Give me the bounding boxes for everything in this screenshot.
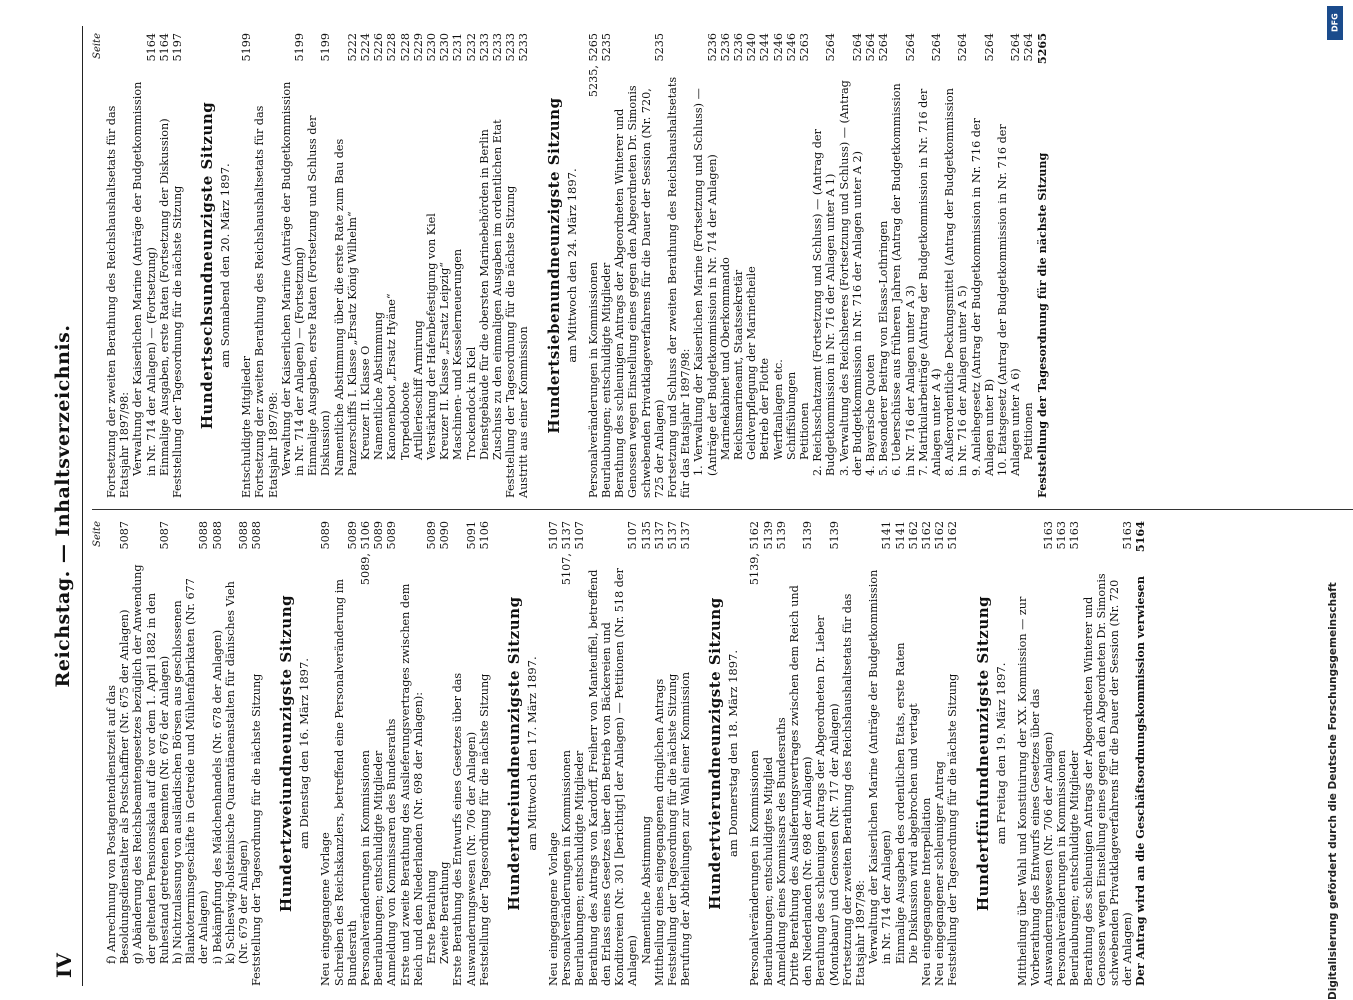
entry-label: Zuschuss zu den einmaligen Ausgaben im ordentlichen Etat bbox=[491, 119, 505, 460]
seite-label: Seite bbox=[92, 33, 103, 59]
toc-entry bbox=[907, 521, 920, 986]
entry-label: Personalveränderungen in Kommissionen bbox=[560, 750, 574, 986]
toc-entry bbox=[1134, 521, 1147, 986]
entry-label: 3. Verwaltung des Reichsheeres (Fortsetzung und Schluss) — (Antrag der Budgetkommission in Nr. 716 der Anlagen unter A 2) bbox=[837, 80, 864, 476]
side-credit bbox=[1325, 0, 1347, 1000]
session-date: am Dienstag den 16. März 1897. bbox=[297, 658, 312, 849]
entry-label: Feststellung der Tagesordnung für die nächste Sitzung bbox=[477, 673, 491, 986]
entry-page: 5089, 5106 bbox=[359, 521, 373, 586]
toc-entry bbox=[666, 33, 692, 498]
entry-label: Einmalige Ausgaben des ordentlichen Etats, erste Raten bbox=[893, 642, 907, 964]
toc-entry bbox=[841, 521, 867, 986]
entry-page: 5224 bbox=[359, 33, 373, 62]
toc-entry bbox=[762, 521, 775, 986]
entry-page: 5264 bbox=[1009, 33, 1023, 62]
toc-entry bbox=[758, 33, 771, 498]
toc-entry bbox=[425, 33, 438, 498]
toc-entry bbox=[211, 521, 224, 986]
toc-entry bbox=[171, 521, 211, 986]
entry-label: Feststellung der Tagesordnung für die nächste Sitzung bbox=[946, 673, 960, 986]
entry-label: i) Bekämpfung des Mädchenhandels (Nr. 678 der Anlagen) bbox=[210, 629, 224, 964]
entry-page: 5089 bbox=[385, 521, 399, 550]
toc-entry bbox=[372, 33, 385, 498]
entry-label: Dritte Berathung des Auslieferungsvertrages zwischen dem Reich und den Niederlanden (Nr. 698 der Anlagen) bbox=[787, 585, 815, 986]
entry-page: 5264 bbox=[850, 33, 864, 62]
entry-label: 8. Außerordentliche Deckungsmittel (Antrag der Budgetkommission in Nr. 716 der Anlagen unter A 5) bbox=[943, 88, 970, 476]
entry-page: 5199 bbox=[240, 33, 254, 62]
entry-label: Beurlaubungen; entschuldigtes Mitglied bbox=[761, 757, 775, 986]
entry-label: Mittheilung eines eingegangenen dringlichen Antrags bbox=[652, 678, 666, 986]
toc-entry bbox=[838, 33, 864, 498]
toc-entry bbox=[600, 33, 613, 498]
entry-page: 5246 bbox=[784, 33, 798, 62]
entry-label: Maschinen- und Kesselerneuerungen bbox=[451, 248, 465, 460]
entry-label: Fortsetzung der zweiten Berathung des Reichshaushaltsetats für das Etatsjahr 1897/98: bbox=[253, 105, 280, 498]
seite-label: Seite bbox=[92, 521, 103, 547]
toc-entry bbox=[504, 33, 517, 498]
toc-entry bbox=[1022, 33, 1035, 498]
entry-label: f) Anrechnung von Postagentendienstzeit auf das Besoldungsdienstalter als Postschaffner (Nr. 675 der Anlagen) bbox=[105, 609, 132, 964]
toc-entry bbox=[131, 521, 171, 986]
entry-label: Personalveränderungen in Kommissionen bbox=[359, 750, 373, 986]
toc-entry bbox=[943, 33, 969, 498]
toc-entry bbox=[745, 33, 758, 498]
entry-label: Einmalige Ausgaben, erste Raten (Fortsetzung der Diskussion) bbox=[157, 118, 171, 476]
entry-label: Petitionen bbox=[797, 402, 811, 460]
entry-page: 5164 bbox=[157, 33, 171, 62]
entry-label: Werftanlagen etc. bbox=[771, 359, 785, 460]
page-number: IV bbox=[52, 953, 76, 978]
session-date: am Freitag den 19. März 1897. bbox=[993, 662, 1008, 845]
document-page bbox=[48, 26, 1353, 986]
entry-page: 5264 bbox=[877, 33, 891, 62]
session-date: am Mittwoch den 17. März 1897. bbox=[525, 656, 540, 851]
entry-page: 5232 bbox=[464, 33, 478, 62]
toc-entry bbox=[811, 33, 837, 498]
entry-page: 5089 bbox=[372, 521, 386, 550]
toc-entry bbox=[587, 33, 600, 498]
toc-entry bbox=[933, 521, 946, 986]
entry-page: 5137 bbox=[665, 521, 679, 550]
entry-page: 5141 bbox=[893, 521, 907, 550]
toc-entry bbox=[692, 33, 718, 498]
entry-page: 5246 bbox=[771, 33, 785, 62]
entry-page: 5089 bbox=[319, 521, 333, 550]
entry-page: 5090 bbox=[438, 521, 452, 550]
entry-page: 5106 bbox=[477, 521, 491, 550]
entry-label: Verstärkung der Hafenbefestigung von Kiel bbox=[425, 213, 439, 460]
entry-page: 5235 bbox=[652, 33, 666, 62]
entry-page: 5089 bbox=[425, 521, 439, 550]
entry-page: 5264 bbox=[903, 33, 917, 62]
entry-label: Beurlaubungen; entschuldigte Mitglieder bbox=[1068, 750, 1082, 986]
entry-label: Erste und zweite Berathung des Auslieferungsvertrages zwischen dem Reich und den Niederlanden (Nr. 698 der Anlagen): bbox=[398, 583, 425, 986]
toc-entry bbox=[679, 521, 692, 986]
entry-label: h) Nichtzulassung von ausländischen Börsen aus geschlossenen Blankoterminsgeschäfte in Getreide und Mühlenfabrikaten (Nr. 677 der Anlagen) bbox=[171, 578, 211, 964]
dfg-logo: DFG bbox=[1327, 6, 1343, 40]
entry-page: 5199 bbox=[319, 33, 333, 62]
entry-page: 5222 bbox=[345, 33, 359, 62]
entry-label: Trockendock in Kiel bbox=[464, 346, 478, 460]
entry-label: Geldverpflegung der Marinetheile bbox=[745, 266, 759, 460]
entry-label: Fortsetzung der zweiten Berathung des Reichshaushaltsetats für das Etatsjahr 1897/98: bbox=[105, 105, 132, 498]
entry-page: 5230 bbox=[425, 33, 439, 62]
entry-label: Erste Berathung des Entwurfs eines Gesetzes über das Auswanderungswesen (Nr. 706 der Anlagen) bbox=[451, 672, 478, 986]
toc-entry bbox=[920, 521, 933, 986]
session-title: Hundertsiebenundneunzigste Sitzung bbox=[544, 97, 563, 434]
entry-page: 5244 bbox=[758, 33, 772, 62]
entry-label: Kreuzer II. Klasse O bbox=[359, 345, 373, 460]
toc-entry bbox=[814, 521, 840, 986]
entry-page: 5087 bbox=[118, 521, 132, 550]
entry-page: 5264 bbox=[863, 33, 877, 62]
entry-label: Anmeldung eines Kommissars des Bundesraths bbox=[774, 717, 788, 986]
entry-label: Verwaltung der Kaiserlichen Marine (Anträge der Budgetkommission in Nr. 714 der Anlagen) — (Fortsetzung) bbox=[279, 81, 307, 476]
toc-entry bbox=[359, 521, 372, 986]
toc-entry bbox=[372, 521, 385, 986]
toc-entry bbox=[894, 521, 907, 986]
entry-page: 5107 bbox=[573, 521, 587, 550]
toc-entry bbox=[890, 33, 916, 498]
toc-entry bbox=[587, 521, 640, 986]
entry-page: 5235 bbox=[599, 33, 613, 62]
entry-page: 5162 bbox=[919, 521, 933, 550]
entry-page: 5087 bbox=[157, 521, 171, 550]
entry-page: 5229 bbox=[411, 33, 425, 62]
entry-page: 5233 bbox=[517, 33, 531, 62]
session-date: am Donnerstag den 18. März 1897. bbox=[726, 650, 741, 858]
entry-label: Zweite Berathung bbox=[438, 861, 452, 964]
entry-label: Dienstgebäude für die obersten Marinebehörden in Berlin bbox=[477, 129, 491, 460]
entry-label: Einmalige Ausgaben, erste Raten (Fortsetzung und Schluss der Diskussion) bbox=[306, 115, 333, 476]
entry-page: 5163 bbox=[1055, 521, 1069, 550]
entry-page: 5228 bbox=[398, 33, 412, 62]
entry-label: 5. Besonderer Beitrag von Elsass-Lothringen bbox=[877, 220, 891, 476]
entry-page: 5265 bbox=[1034, 33, 1049, 65]
column-divider bbox=[92, 509, 1353, 510]
entry-label: Torpedoboote bbox=[398, 381, 412, 460]
entry-label: 2. Reichsschatzamt (Fortsetzung und Schluss) — (Antrag der Budgetkommission in Nr. 716 der Anlagen unter A 1) bbox=[811, 129, 838, 476]
toc-entry bbox=[772, 33, 785, 498]
toc-entry bbox=[425, 521, 438, 986]
entry-label: Berufung der Abtheilungen zur Wahl einer Kommission bbox=[679, 671, 693, 986]
toc-entry bbox=[996, 33, 1022, 498]
toc-entry bbox=[1068, 521, 1081, 986]
toc-entry bbox=[333, 521, 359, 986]
toc-entry bbox=[319, 521, 332, 986]
toc-entry bbox=[775, 521, 788, 986]
toc-entry bbox=[613, 33, 666, 498]
entry-label: Feststellung der Tagesordnung für die nächste Sitzung bbox=[1034, 152, 1049, 498]
entry-page: 5197 bbox=[171, 33, 185, 62]
page-header bbox=[48, 26, 83, 986]
toc-entry bbox=[451, 33, 464, 498]
entry-label: Feststellung der Tagesordnung für die nächste Sitzung bbox=[504, 185, 518, 498]
toc-entry bbox=[946, 521, 959, 986]
entry-page: 5164 bbox=[1133, 521, 1148, 553]
toc-entry bbox=[253, 33, 279, 498]
entry-label: Reichsmarineamt, Staatssekretär bbox=[731, 269, 745, 460]
entry-page: 5199 bbox=[293, 33, 307, 62]
entry-label: 9. Anleihegesetz (Antrag der Budgetkommission in Nr. 716 der Anlagen unter B) bbox=[969, 118, 996, 476]
entry-page: 5088 bbox=[210, 521, 224, 550]
entry-label: Namentliche Abstimmung über die erste Rate zum Bau des Panzerschiffs I. Klasse „Ersatz König Wilhelm“ bbox=[332, 138, 359, 476]
entry-label: Beurlaubungen; entschuldigte Mitglieder bbox=[372, 750, 386, 986]
toc-entry bbox=[385, 33, 398, 498]
toc-entry bbox=[798, 33, 811, 498]
entry-page: 5137 bbox=[679, 521, 693, 550]
entry-label: Petitionen bbox=[1022, 402, 1036, 460]
entry-label: 10. Etatsgesetz (Antrag der Budgetkommission in Nr. 716 der Anlagen unter A 6) bbox=[995, 124, 1023, 476]
toc-entry bbox=[732, 33, 745, 498]
entry-label: 7. Matrikularbeiträge (Antrag der Budgetkommission in Nr. 716 der Anlagen unter A 4) bbox=[916, 88, 943, 476]
toc-entry bbox=[517, 33, 530, 498]
entry-label: Personalveränderungen in Kommissionen bbox=[748, 750, 762, 986]
session-title: Hundertdreiundneunzigste Sitzung bbox=[505, 596, 524, 911]
toc-entry bbox=[399, 521, 425, 986]
toc-entry bbox=[970, 33, 996, 498]
entry-label: Schreiben des Reichskanzlers, betreffend eine Personalveränderung im Bundesrath bbox=[332, 579, 359, 986]
toc-entry bbox=[438, 33, 451, 498]
toc-entry bbox=[131, 33, 157, 498]
toc-entry bbox=[438, 521, 451, 986]
entry-page: 5233 bbox=[491, 33, 505, 62]
entry-page: 5163 bbox=[1121, 521, 1135, 550]
entry-page: 5107 bbox=[547, 521, 561, 550]
entry-label: 6. Ueberschüsse aus früheren Jahren (Antrag der Budgetkommission in Nr. 716 der Anlagen unter A 3) bbox=[890, 83, 917, 476]
entry-page: 5236 bbox=[731, 33, 745, 62]
toc-entry bbox=[478, 33, 491, 498]
toc-entry bbox=[785, 33, 798, 498]
entry-label: Kanonenboot „Ersatz Hyäne“ bbox=[385, 293, 399, 460]
toc-entry bbox=[1016, 521, 1056, 986]
toc-entry bbox=[573, 521, 586, 986]
entry-page: 5139 bbox=[774, 521, 788, 550]
entry-page: 5230 bbox=[438, 33, 452, 62]
toc-entry bbox=[451, 521, 477, 986]
entry-page: 5240 bbox=[745, 33, 759, 62]
entry-label: Betrieb der Flotte bbox=[758, 358, 772, 460]
entry-page: 5236 bbox=[705, 33, 719, 62]
entry-page: 5088 bbox=[237, 521, 251, 550]
toc-entry bbox=[917, 33, 943, 498]
entry-page: 5231 bbox=[451, 33, 465, 62]
left-column bbox=[92, 521, 1353, 986]
toc-entry bbox=[867, 521, 893, 986]
entry-page: 5162 bbox=[946, 521, 960, 550]
entry-page: 5264 bbox=[929, 33, 943, 62]
entry-label: Namentliche Abstimmung bbox=[639, 815, 653, 964]
entry-page: 5162 bbox=[906, 521, 920, 550]
entry-page: 5228 bbox=[385, 33, 399, 62]
entry-label: Neu eingegangene Vorlage bbox=[547, 832, 561, 986]
entry-label: Personalveränderungen in Kommissionen bbox=[1055, 750, 1069, 986]
entry-page: 5107, 5137 bbox=[560, 521, 574, 586]
entry-label: Berathung des schleunigen Antrags der Abgeordneten Dr. Lieber (Montabaur) und Genossen (Nr. 717 der Anlagen) bbox=[814, 615, 841, 986]
entry-label: Entschuldigte Mitglieder bbox=[240, 355, 254, 498]
page-title: Reichstag. — Inhaltsverzeichnis. bbox=[52, 324, 74, 688]
toc-entry bbox=[399, 33, 412, 498]
entry-label: Anmeldung von Kommissaren des Bundesraths bbox=[385, 718, 399, 986]
entry-page: 5162 bbox=[933, 521, 947, 550]
toc-entry bbox=[465, 33, 478, 498]
entry-page: 5139 bbox=[761, 521, 775, 550]
session-date: am Mittwoch den 24. März 1897. bbox=[564, 168, 579, 363]
toc-entry bbox=[280, 33, 306, 498]
entry-page: 5088 bbox=[250, 521, 264, 550]
entry-page: 5088 bbox=[197, 521, 211, 550]
entry-page: 5226 bbox=[372, 33, 386, 62]
toc-entry bbox=[1055, 521, 1068, 986]
entry-page: 5141 bbox=[880, 521, 894, 550]
entry-label: Neu eingegangener schleuniger Antrag bbox=[933, 761, 947, 986]
entry-label: Mittheilung über Wahl und Konstituirung der XX. Kommission — zur Vorberathung des Entwurfs eines Gesetzes über das Auswanderungswesen (Nr. 706 der Anlagen) bbox=[1015, 596, 1055, 986]
session-title: Hundertfünfundneunzigste Sitzung bbox=[973, 595, 992, 912]
toc-entry bbox=[158, 33, 171, 498]
entry-page: 5236 bbox=[718, 33, 732, 62]
toc-entry bbox=[478, 521, 491, 986]
entry-label: Der Antrag wird an die Geschäftsordnungskommission verwiesen bbox=[1133, 576, 1148, 986]
entry-label: Beurlaubungen; entschuldigte Mitglieder bbox=[599, 262, 613, 498]
entry-page: 5163 bbox=[1041, 521, 1055, 550]
toc-entry bbox=[640, 521, 653, 986]
toc-entry bbox=[864, 33, 877, 498]
entry-label: Feststellung der Tagesordnung für die nächste Sitzung bbox=[250, 673, 264, 986]
entry-label: Marinekabinet und Oberkommando bbox=[718, 257, 732, 460]
entry-label: Artillerieschiff Armirung bbox=[411, 320, 425, 460]
entry-label: Austritt aus einer Kommission bbox=[517, 326, 531, 498]
entry-page: 5264 bbox=[956, 33, 970, 62]
entry-page: 5164 bbox=[144, 33, 158, 62]
toc-entry bbox=[224, 521, 250, 986]
entry-label: 1. Verwaltung der Kaiserlichen Marine (Fortsetzung und Schluss) — (Anträge der Budgetkommission in Nr. 714 der Anlagen) bbox=[692, 88, 719, 476]
entry-page: 5264 bbox=[824, 33, 838, 62]
toc-entry bbox=[877, 33, 890, 498]
toc-entry bbox=[306, 33, 332, 498]
toc-entry bbox=[547, 521, 560, 986]
entry-page: 5139 bbox=[827, 521, 841, 550]
toc-entry bbox=[359, 33, 372, 498]
session-title: Hundertzweiundneunzigste Sitzung bbox=[277, 594, 296, 913]
entry-label: Die Diskussion wird abgebrochen und vertagt bbox=[906, 703, 920, 964]
toc-entry bbox=[560, 521, 573, 986]
toc-entry bbox=[333, 33, 359, 498]
session-title: Hundertsechsundneunzigste Sitzung bbox=[198, 101, 217, 430]
toc-entry bbox=[1082, 521, 1135, 986]
entry-label: Berathung des schleunigen Antrags der Abgeordneten Winterer und Genossen wegen Einstellung eines gegen den Abgeordneten Dr. Simonis schwebenden Privatklageverfahrens für die Dauer der Session (Nr. 720 der Anlagen) bbox=[1081, 573, 1135, 986]
entry-page: 5233 bbox=[504, 33, 518, 62]
entry-page: 5163 bbox=[1068, 521, 1082, 550]
entry-label: k) Schleswig-holsteinische Quarantäneanstalten für dänisches Vieh (Nr. 679 der Anlagen) bbox=[223, 581, 251, 964]
entry-label: Berathung des Antrags von Kardorff, Freiherr von Manteuffel, betreffend den Erlass eines Gesetzes über den Betrieb von Bäckereien und Konditoreien (Nr. 301 [berichtigt] der Anlagen) — Petitionen (Nr. 518 der Anlagen) bbox=[586, 568, 640, 986]
entry-label: Verwaltung der Kaiserlichen Marine (Anträge der Budgetkommission in Nr. 714 der Anlagen) bbox=[867, 569, 894, 964]
entry-page: 5091 bbox=[464, 521, 478, 550]
toc-entry bbox=[653, 521, 666, 986]
toc-entry bbox=[788, 521, 814, 986]
entry-page: 5235, 5265 bbox=[586, 33, 600, 98]
session-date: am Sonnabend den 20. März 1897. bbox=[218, 163, 233, 368]
toc-entry bbox=[105, 33, 131, 498]
entry-label: Fortsetzung der zweiten Berathung des Reichshaushaltsetats für das Etatsjahr 1897/98: bbox=[840, 593, 867, 986]
toc-entry bbox=[748, 521, 761, 986]
toc-entry bbox=[412, 33, 425, 498]
entry-label: 4. Bayerische Quoten bbox=[863, 354, 877, 476]
session-title: Hundertvierundneunzigste Sitzung bbox=[706, 597, 725, 910]
entry-page: 5264 bbox=[1022, 33, 1036, 62]
right-column bbox=[92, 33, 1353, 498]
entry-label: Berathung des schleunigen Antrags der Abgeordneten Winterer und Genossen wegen Einstellung eines gegen den Abgeordneten Dr. Simonis schwebenden Privatklageverfahrens für die Dauer der Session (Nr. 720, 725 der Anlagen) bbox=[613, 85, 666, 498]
entry-label: Beurlaubungen; entschuldigte Mitglieder bbox=[573, 750, 587, 986]
entry-page: 5139, 5162 bbox=[748, 521, 762, 586]
entry-page: 5107 bbox=[626, 521, 640, 550]
toc-entry bbox=[666, 521, 679, 986]
toc-entry bbox=[1036, 33, 1049, 498]
toc-entry bbox=[240, 33, 253, 498]
toc-entry bbox=[171, 33, 184, 498]
toc-entry bbox=[250, 521, 263, 986]
toc-entry bbox=[105, 521, 131, 986]
entry-label: Personalveränderungen in Kommissionen bbox=[586, 262, 600, 498]
entry-page: 5233 bbox=[477, 33, 491, 62]
entry-page: 5089 bbox=[345, 521, 359, 550]
entry-page: 5263 bbox=[797, 33, 811, 62]
entry-label: Verwaltung der Kaiserlichen Marine (Anträge der Budgetkommission in Nr. 714 der Anlagen) — (Fortsetzung) bbox=[131, 81, 158, 476]
toc-entry bbox=[719, 33, 732, 498]
entry-label: Namentliche Abstimmung bbox=[372, 311, 386, 460]
entry-label: Neu eingegangene Vorlage bbox=[319, 832, 333, 986]
entry-label: Erste Berathung bbox=[425, 869, 439, 964]
entry-label: Kreuzer II. Klasse „Ersatz Leipzig“ bbox=[438, 262, 452, 460]
entry-label: Fortsetzung und Schluss der zweiten Berathung des Reichshaushaltsetats für das Etatsjahr 1897/98: bbox=[665, 76, 693, 498]
entry-page: 5135 bbox=[639, 521, 653, 550]
entry-label: Feststellung der Tagesordnung für die nächste Sitzung bbox=[665, 673, 679, 986]
digitization-note: Digitalisierung gefördert durch die Deutsche Forschungsgemeinschaft bbox=[1327, 582, 1339, 1000]
entry-label: Neu eingegangene Interpellation bbox=[919, 797, 933, 986]
entry-page: 5139 bbox=[801, 521, 815, 550]
entry-page: 5137 bbox=[652, 521, 666, 550]
toc-entry bbox=[385, 521, 398, 986]
entry-label: g) Abänderung des Reichsbeamtengesetzes bezüglich der Anwendung der geltenden Pensionsskala auf die vor dem 1. April 1882 in den Ruhestand getretenen Beamten (Nr. 676 der Anlagen) bbox=[131, 564, 171, 964]
toc-entry bbox=[491, 33, 504, 498]
entry-page: 5264 bbox=[982, 33, 996, 62]
entry-label: Schiffsübungen bbox=[784, 371, 798, 460]
entry-label: Feststellung der Tagesordnung für die nächste Sitzung bbox=[171, 185, 185, 498]
